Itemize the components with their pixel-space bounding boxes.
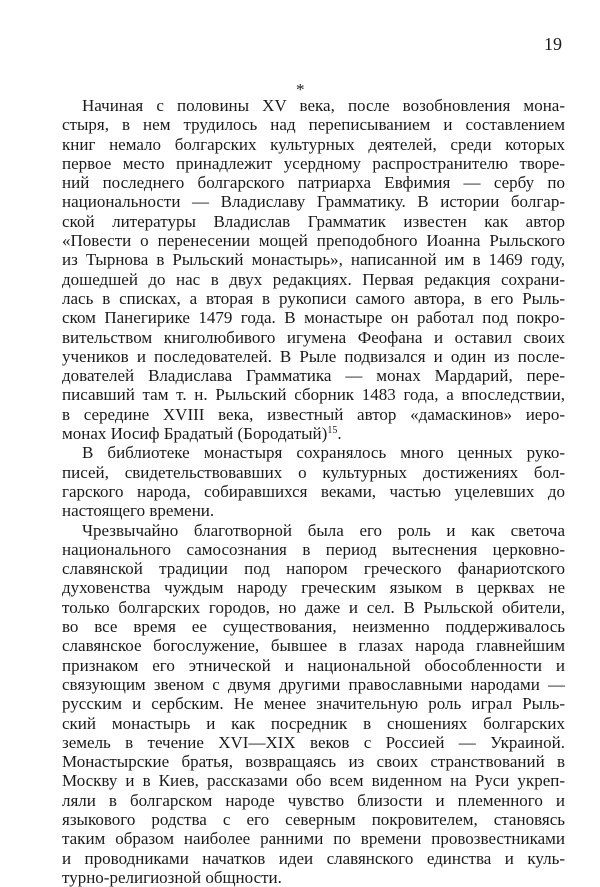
text-line: В библиотеке монастыря сохранялось много ценных руко- <box>82 443 565 463</box>
text-line <box>62 424 565 443</box>
text-line: гарского народа, собиравшихся веками, частью уцелевших до <box>62 481 565 501</box>
text-line: ляли в болгарском народе чувство близости и племенного и <box>62 790 565 810</box>
text-line: национального самосознания в период вытеснения церковно- <box>62 539 565 559</box>
text-line: книг немало болгарских культурных деятелей, среди которых <box>62 134 565 154</box>
body-text <box>62 96 565 887</box>
text-line: Монастырские братья, возвращаясь из своих странствований в <box>62 752 565 772</box>
paragraph <box>62 521 565 887</box>
text-line: писей, свидетельствовавших о культурных достижениях бол- <box>62 462 565 482</box>
text-line: дователей Владислава Грамматика — монах Мардарий, пере- <box>62 366 565 386</box>
text-line: писавший там т. н. Рыльский сборник 1483 года, а впоследствии, <box>62 385 565 405</box>
section-separator-asterisk: * <box>296 80 305 99</box>
text-line-content: настоящего времени. <box>62 501 215 521</box>
text-line: ском Панегирике 1479 года. В монастыре он работал под покро- <box>62 308 565 328</box>
text-line: из Тырнова в Рыльский монастырь», написанной им в 1469 году, <box>62 250 565 270</box>
text-line: национальности — Владиславу Грамматику. В истории болгар- <box>62 192 565 212</box>
text-line: славянское богослужение, бывшее в глазах народа главнейшим <box>62 636 565 656</box>
text-line: таким образом наиболее ранними по времени провозвестниками <box>62 829 565 849</box>
text-line: славянской традиции под напором греческого фанариотского <box>62 559 565 579</box>
text-line-content: турно-религиозной общности. <box>62 867 282 887</box>
text-line: вительством книголюбивого игумена Феофана и оставил своих <box>62 327 565 347</box>
text-line: лась в списках, а вторая в рукописи самого автора, в его Рыль- <box>62 288 565 308</box>
text-line: стыря, в нем трудилось над переписыванием и составлением <box>62 115 565 135</box>
text-line: русским и сербским. Не менее значительную роль играл Рыль- <box>62 694 565 714</box>
text-line-content: монах Иосиф Брадатый (Бородатый) <box>62 424 328 444</box>
text-line: ний последнего болгарского патриарха Евфимия — сербу по <box>62 173 565 193</box>
text-line: Начиная с половины XV века, после возобновления мона- <box>82 96 565 115</box>
text-line: духовенства чуждым народу греческим языком в церквах не <box>62 578 565 598</box>
text-line: ский монастырь и как посредник в сношениях болгарских <box>62 713 565 733</box>
text-line: во все время ее существования, неизменно поддерживалось <box>62 617 565 637</box>
text-line: земель в течение XVI—XIX веков с Россией — Украиной. <box>62 732 565 752</box>
footnote-reference: 15 <box>327 425 338 437</box>
text-line: Москву и в Киев, рассказами обо всем виденном на Руси укреп- <box>62 771 565 791</box>
text-line: признаком его этнической и национальной обособленности и <box>62 655 565 675</box>
text-line: языкового родства с его северным покровителем, становясь <box>62 809 565 829</box>
text-line: только болгарских городов, но даже и сел. В Рыльской обители, <box>62 597 565 617</box>
text-line-end: . <box>337 424 342 444</box>
text-line: «Повести о перенесении мощей преподобного Иоанна Рыльского <box>62 231 565 251</box>
text-line: в середине XVIII века, известный автор «дамаскинов» иеро- <box>62 404 565 424</box>
text-line: ской литературы Владислав Грамматик известен как автор <box>62 211 565 231</box>
text-line: первое место принадлежит усердному распространителю творе- <box>62 153 565 173</box>
text-line: дошедшей до нас в двух редакциях. Первая редакция сохрани- <box>62 269 565 289</box>
text-line: Чрезвычайно благотворной была его роль и как светоча <box>82 520 565 540</box>
paragraph <box>62 96 565 443</box>
text-line <box>62 501 565 520</box>
text-line: связующим звеном с двумя другими православными народами — <box>62 674 565 694</box>
text-line: и проводниками начатков идеи славянского единства и куль- <box>62 848 565 868</box>
page-number: 19 <box>544 34 562 54</box>
text-line: учеников и последователей. В Рыле подвизался и один из после- <box>62 346 565 366</box>
paragraph <box>62 443 565 520</box>
